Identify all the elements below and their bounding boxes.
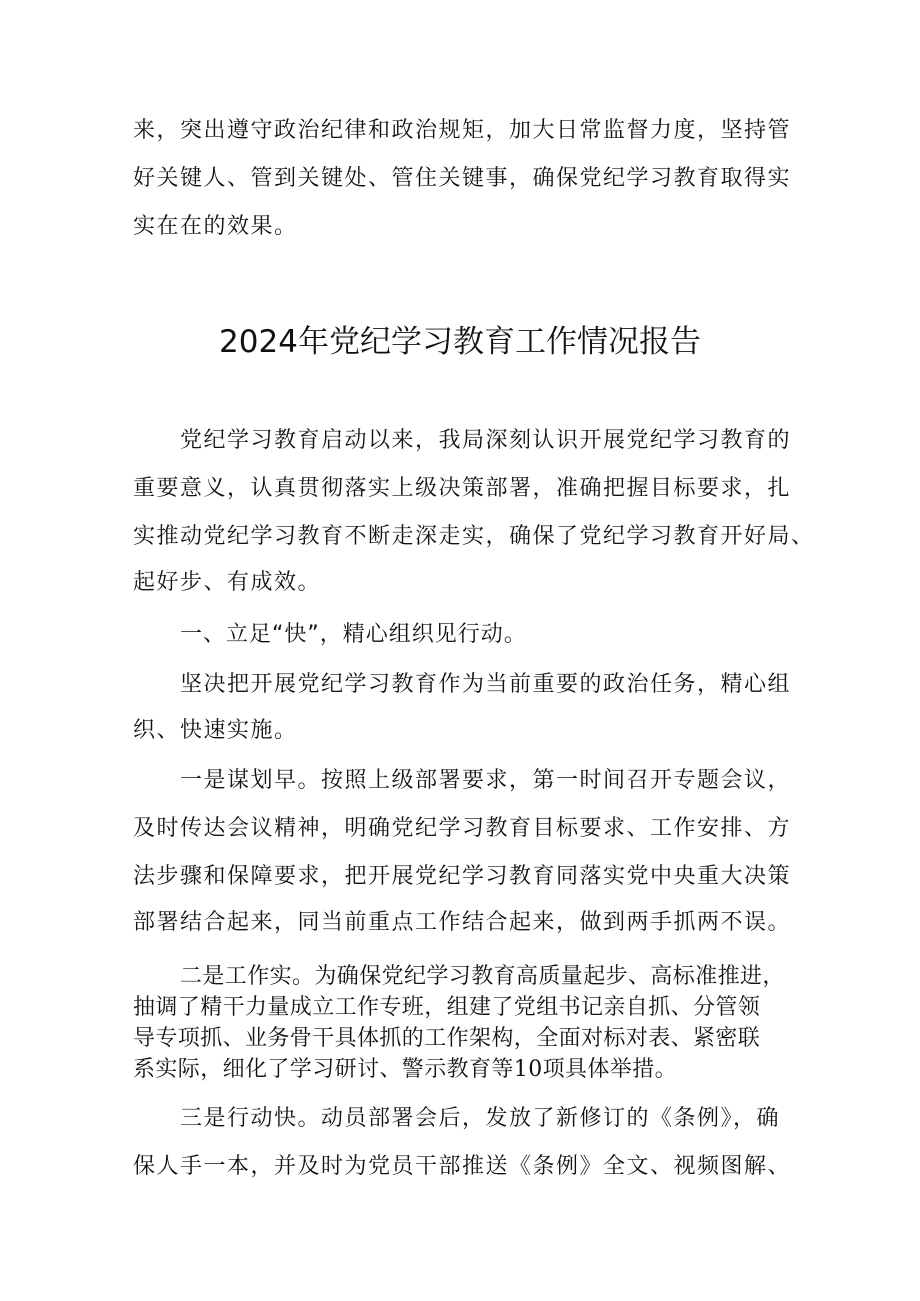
paragraph-line: 来，突出遵守政治纪律和政治规矩，加大日常监督力度，坚持管 [133,118,792,143]
paragraph-line: 重要意义，认真贯彻落实上级决策部署，准确把握目标要求，扎 [133,476,792,501]
paragraph-line: 织、快速实施。 [133,718,298,743]
paragraph-line: 保人手一本，并及时为党员干部推送《条例》全文、视频图解、 [133,1154,792,1179]
paragraph-line: 抽调了精干力量成立工作专班，组建了党组书记亲自抓、分管领 [133,995,761,1020]
paragraph-line: 法步骤和保障要求，把开展党纪学习教育同落实党中央重大决策 [133,864,792,889]
paragraph-line: 二是工作实。为确保党纪学习教育高质量起步、高标准推进， [180,964,785,989]
document-title: 2024年党纪学习教育工作情况报告 [219,324,701,360]
paragraph-line: 三是行动快。动员部署会后，发放了新修订的《条例》，确 [180,1106,781,1131]
paragraph-line: 党纪学习教育启动以来，我局深刻认识开展党纪学习教育的 [180,428,792,453]
paragraph-line: 好关键人、管到关键处、管住关键事，确保党纪学习教育取得实 [133,166,792,191]
paragraph-line: 系实际，细化了学习研讨、警示教育等10项具体举措。 [133,1057,677,1082]
paragraph-line: 实在在的效果。 [133,214,298,239]
paragraph-line: 一是谋划早。按照上级部署要求，第一时间召开专题会议， [180,768,792,793]
section-heading: 一、立足“快”，精心组织见行动。 [180,622,527,647]
paragraph-line: 导专项抓、业务骨干具体抓的工作架构，全面对标对表、紧密联 [133,1026,761,1051]
paragraph-line: 部署结合起来，同当前重点工作结合起来，做到两手抓两不误。 [133,910,792,935]
paragraph-line: 坚决把开展党纪学习教育作为当前重要的政治任务，精心组 [180,672,792,697]
paragraph-line: 实推动党纪学习教育不断走深走实，确保了党纪学习教育开好局、 [133,524,815,549]
paragraph-line: 及时传达会议精神，明确党纪学习教育目标要求、工作安排、方 [133,816,792,841]
paragraph-line: 起好步、有成效。 [133,570,322,595]
